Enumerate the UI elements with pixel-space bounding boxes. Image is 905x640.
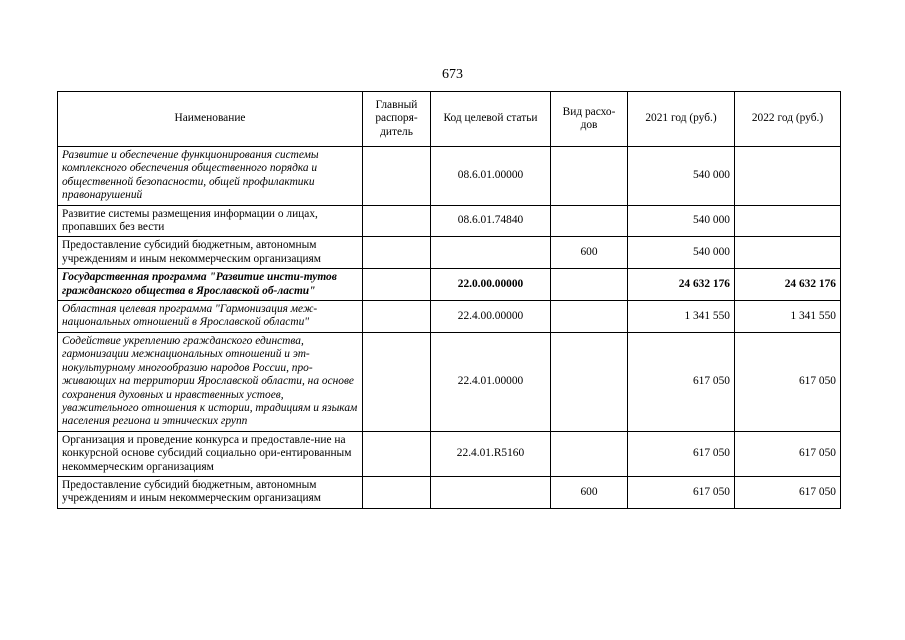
row-code: 08.6.01.00000 (431, 147, 551, 206)
row-amount-2022: 24 632 176 (735, 269, 841, 301)
column-header-2022: 2022 год (руб.) (735, 92, 841, 147)
row-code (431, 476, 551, 508)
row-amount-2022: 617 050 (735, 332, 841, 431)
table-row (58, 205, 841, 237)
row-grbs (363, 476, 431, 508)
row-amount-2022: 1 341 550 (735, 301, 841, 333)
page-number: 673 (442, 67, 463, 82)
row-grbs (363, 205, 431, 237)
row-name: Предоставление субсидий бюджетным, автономным учреждениям и иным некоммерческим организациям (58, 237, 363, 269)
row-vr: 600 (551, 237, 628, 269)
row-code: 22.4.01.00000 (431, 332, 551, 431)
row-name: Областная целевая программа "Гармонизация меж-национальных отношений в Ярославской области" (58, 301, 363, 333)
row-vr (551, 301, 628, 333)
row-amount-2022: 617 050 (735, 431, 841, 476)
row-amount-2022 (735, 237, 841, 269)
row-name: Государственная программа "Развитие инсти-тутов гражданского общества в Ярославской об-ласти" (58, 269, 363, 301)
table-row (58, 237, 841, 269)
row-vr (551, 147, 628, 206)
row-amount-2022: 617 050 (735, 476, 841, 508)
row-name: Предоставление субсидий бюджетным, автономным учреждениям и иным некоммерческим организациям (58, 476, 363, 508)
row-amount-2021: 540 000 (628, 237, 735, 269)
row-code: 22.4.01.R5160 (431, 431, 551, 476)
row-amount-2021: 617 050 (628, 431, 735, 476)
row-vr (551, 332, 628, 431)
row-amount-2021: 540 000 (628, 205, 735, 237)
row-amount-2022 (735, 147, 841, 206)
row-grbs (363, 237, 431, 269)
table-row (58, 332, 841, 431)
column-header-grbs: Главный распоря-дитель (363, 92, 431, 147)
table-header-row (58, 92, 841, 147)
table-row (58, 431, 841, 476)
row-amount-2021: 617 050 (628, 476, 735, 508)
row-name: Развитие системы размещения информации о лицах, пропавших без вести (58, 205, 363, 237)
row-vr: 600 (551, 476, 628, 508)
column-header-2021: 2021 год (руб.) (628, 92, 735, 147)
row-grbs (363, 431, 431, 476)
column-header-name: Наименование (58, 92, 363, 147)
row-vr (551, 205, 628, 237)
row-code (431, 237, 551, 269)
row-amount-2021: 24 632 176 (628, 269, 735, 301)
row-vr (551, 431, 628, 476)
column-header-code: Код целевой статьи (431, 92, 551, 147)
row-grbs (363, 332, 431, 431)
table-row (58, 301, 841, 333)
row-name: Развитие и обеспечение функционирования системы комплексного обеспечения общественного порядка и общественной безопасности, общей профилактики правонарушений (58, 147, 363, 206)
row-grbs (363, 301, 431, 333)
row-amount-2022 (735, 205, 841, 237)
budget-table (57, 91, 841, 509)
table-row (58, 476, 841, 508)
row-amount-2021: 540 000 (628, 147, 735, 206)
table-row (58, 147, 841, 206)
row-name: Организация и проведение конкурса и предоставле-ние на конкурсной основе субсидий социально ори-ентированным некоммерческим организациям (58, 431, 363, 476)
row-grbs (363, 269, 431, 301)
row-vr (551, 269, 628, 301)
row-grbs (363, 147, 431, 206)
row-code: 22.4.00.00000 (431, 301, 551, 333)
row-code: 22.0.00.00000 (431, 269, 551, 301)
row-name: Содействие укреплению гражданского единства, гармонизации межнациональных отношений и эт-нокультурному многообразию народов России, про-живающих на территории Ярославской области, на основе сохранения духовных и нравственных устоев, уважительного отношения к истории, традициям и языкам населения региона и этнических групп (58, 332, 363, 431)
row-amount-2021: 617 050 (628, 332, 735, 431)
table-row (58, 269, 841, 301)
column-header-vr: Вид расхо-дов (551, 92, 628, 147)
row-amount-2021: 1 341 550 (628, 301, 735, 333)
row-code: 08.6.01.74840 (431, 205, 551, 237)
